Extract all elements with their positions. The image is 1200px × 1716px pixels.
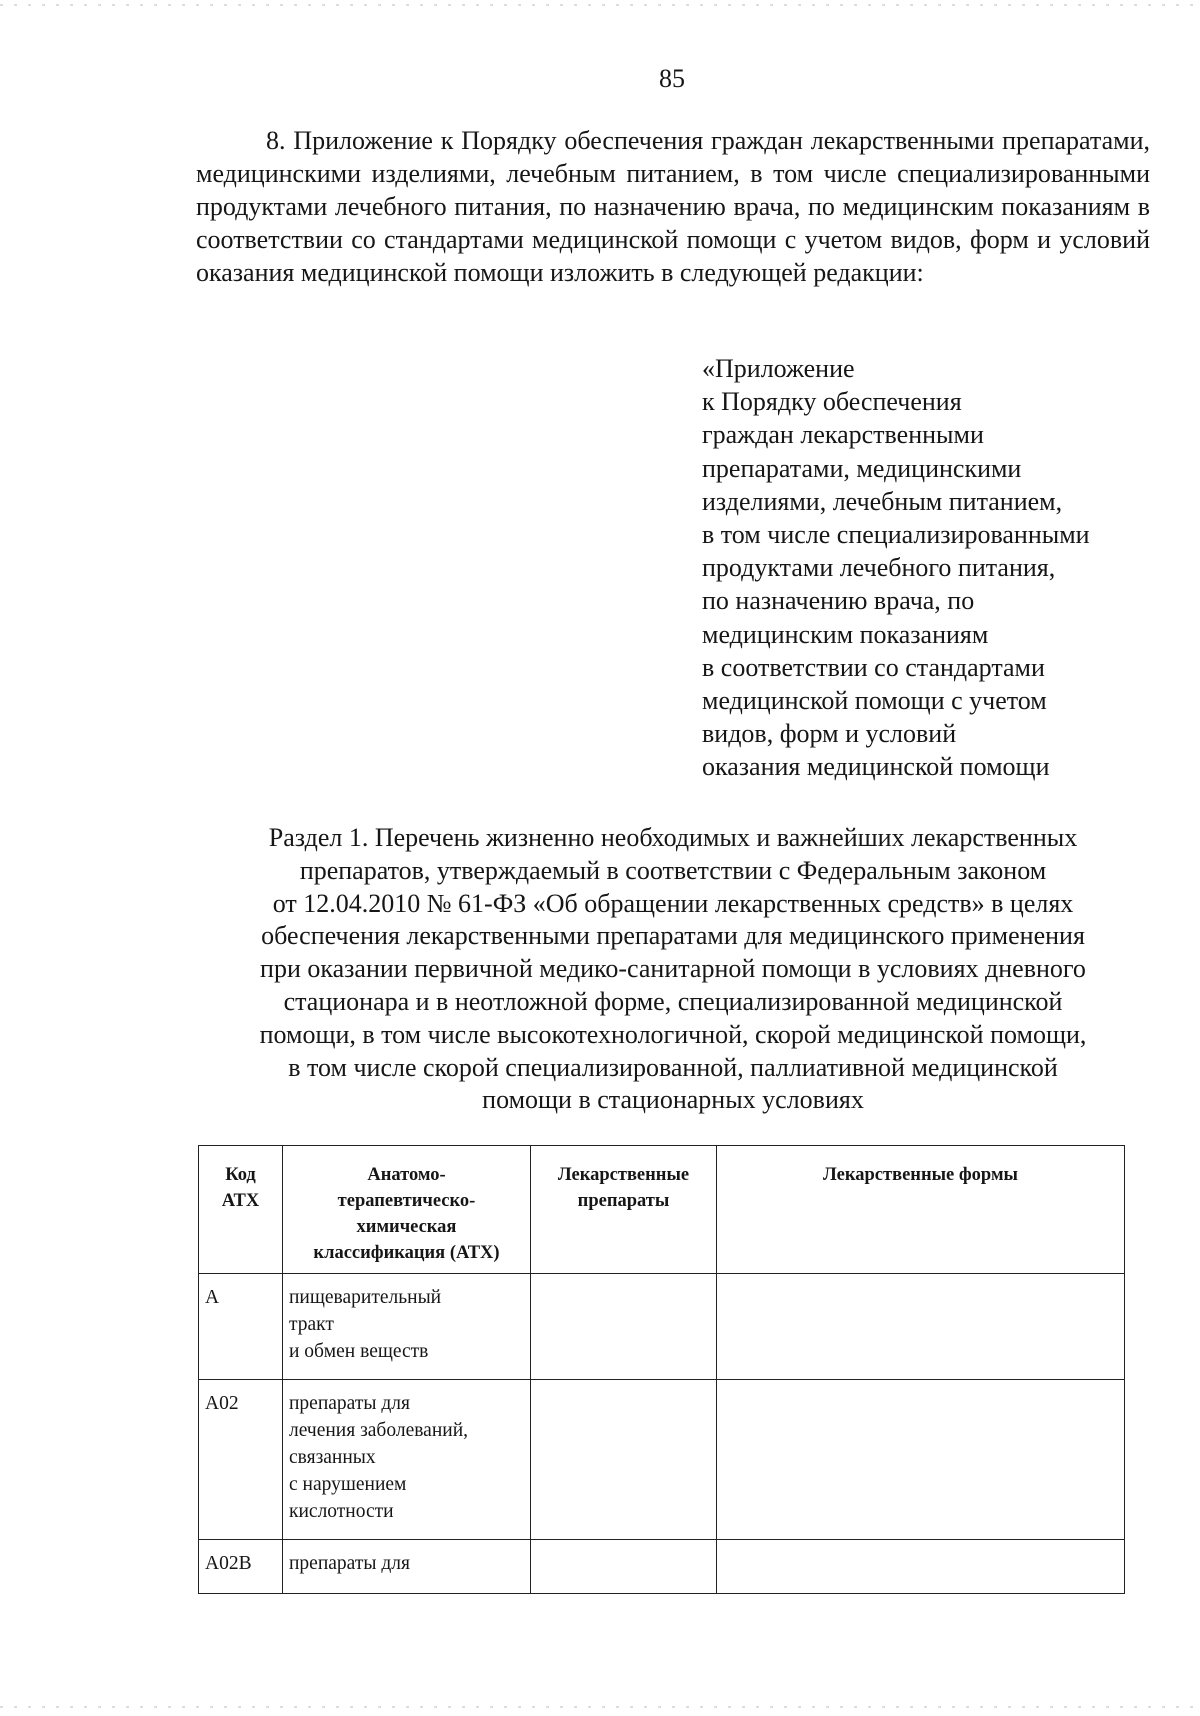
section-title-line: обеспечения лекарственными препаратами для медицинского применения xyxy=(261,921,1085,951)
appendix-heading xyxy=(702,352,1122,784)
intro-paragraph: 8. Приложение к Порядку обеспечения граждан лекарственными препаратами, медицинскими изделиями, лечебным питанием, в том числе специализированными продуктами лечебного питания, по назначению врача, по медицинским показаниям в соответствии со стандартами медицинской помощи с учетом видов, форм и условий оказания медицинской помощи изложить в следующей редакции: xyxy=(196,126,1150,287)
classification-cell: препараты для лечения заболеваний, связанных с нарушением кислотности xyxy=(283,1380,531,1540)
header-forms: Лекарственные формы xyxy=(717,1146,1125,1274)
section-title-line: стационара и в неотложной форме, специализированной медицинской xyxy=(283,986,1063,1016)
section-title-line: при оказании первичной медико-санитарной помощи в условиях дневного xyxy=(260,954,1086,984)
appendix-line: видов, форм и условий xyxy=(702,719,957,749)
appendix-line: граждан лекарственными xyxy=(702,420,984,450)
appendix-line: к Порядку обеспечения xyxy=(702,387,962,417)
classification-cell: препараты для xyxy=(283,1540,531,1594)
appendix-line: в том числе специализированными xyxy=(702,520,1090,550)
section-title-line: Раздел 1. Перечень жизненно необходимых и важнейших лекарственных xyxy=(268,823,1078,852)
code-cell: A02B xyxy=(199,1540,283,1594)
appendix-line: «Приложение xyxy=(702,354,855,383)
header-code: Код АТХ xyxy=(199,1146,283,1274)
page-number: 85 xyxy=(659,64,685,93)
appendix-line: по назначению врача, по xyxy=(702,586,975,616)
appendix-line: медицинским показаниям xyxy=(702,619,989,649)
appendix-line: изделиями, лечебным питанием, xyxy=(702,486,1063,516)
section-title xyxy=(196,822,1150,1117)
appendix-line: препаратами, медицинскими xyxy=(702,453,1022,483)
forms-cell xyxy=(717,1380,1125,1540)
table-header-row xyxy=(199,1146,1125,1274)
classification-cell: пищеварительный тракт и обмен веществ xyxy=(283,1274,531,1380)
section-title-line: помощи в стационарных условиях xyxy=(482,1085,864,1115)
forms-cell xyxy=(717,1274,1125,1380)
drugs-cell xyxy=(531,1380,717,1540)
scan-edge-top xyxy=(0,4,1200,6)
code-cell: A02 xyxy=(199,1380,283,1540)
header-drugs: Лекарственные препараты xyxy=(531,1146,717,1274)
forms-cell xyxy=(717,1540,1125,1594)
section-title-line: препаратов, утверждаемый в соответствии с Федеральным законом xyxy=(299,855,1047,885)
section-title-line: в том числе скорой специализированной, паллиативной медицинской xyxy=(288,1052,1058,1082)
table-row xyxy=(199,1540,1125,1594)
drugs-cell xyxy=(531,1274,717,1380)
table-row xyxy=(199,1274,1125,1380)
appendix-line: в соответствии со стандартами xyxy=(702,652,1045,682)
appendix-line: медицинской помощи с учетом xyxy=(702,686,1047,716)
scan-edge-bottom xyxy=(0,1706,1200,1708)
atx-table xyxy=(198,1145,1125,1594)
header-classification: Анатомо- терапевтическо- химическая классификация (АТХ) xyxy=(283,1146,531,1274)
section-title-line: от 12.04.2010 № 61-ФЗ «Об обращении лекарственных средств» в целях xyxy=(272,888,1074,918)
section-title-line: помощи, в том числе высокотехнологичной, скорой медицинской помощи, xyxy=(259,1019,1087,1049)
drugs-cell xyxy=(531,1540,717,1594)
table-row xyxy=(199,1380,1125,1540)
code-cell: A xyxy=(199,1274,283,1380)
appendix-line: оказания медицинской помощи xyxy=(702,752,1050,782)
appendix-line: продуктами лечебного питания, xyxy=(702,553,1056,583)
